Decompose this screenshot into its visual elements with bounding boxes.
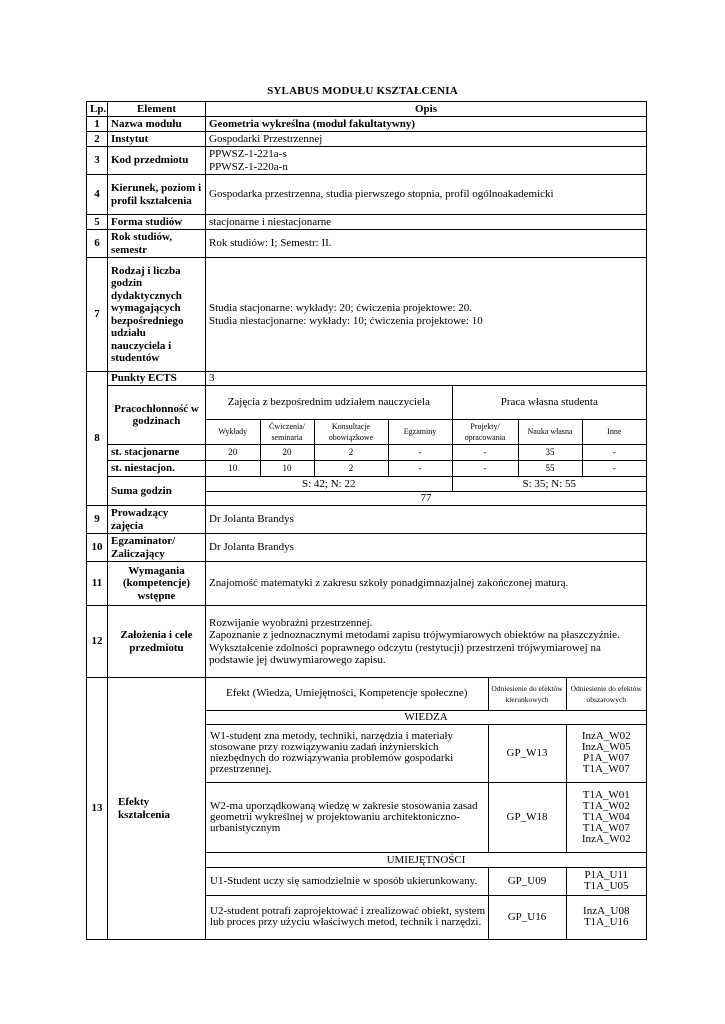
suma-label: Suma godzin [108,477,206,506]
ects-value: 3 [206,372,647,386]
row-number: 5 [87,215,108,230]
table-row [87,132,647,147]
col-cwiczenia: Ćwiczenia/ seminaria [260,419,314,444]
workload-header [206,386,647,445]
row-element: Rok studiów, semestr [108,230,206,258]
table-row [87,258,647,372]
effect-obsz [566,867,646,895]
hours-line: Studia stacjonarne: wykłady: 20; ćwiczenia projektowe: 20. [209,302,473,314]
table-row [87,175,647,215]
stacjonarne-cell: 20 [228,447,238,457]
row-number: 7 [87,258,108,372]
niestacjonarne-cell: 10 [260,461,314,476]
niestacjonarne-cell: 55 [518,461,582,476]
stacjonarne-cell: - [388,445,452,460]
suma-row [87,477,647,492]
table-row [87,562,647,606]
obsz-code: T1A_U05 [583,880,629,893]
suma-total: 77 [206,492,647,506]
effect-row [206,867,646,895]
obsz-code: InzA_W05 [581,741,631,754]
effect-text: U2-student potrafi zaprojektować i zrealizować obiekt, system lub proces przy użyciu właściwych metod, technik i narzędzi. [206,895,488,939]
umiejetnosci-header: UMIEJĘTNOŚCI [206,853,646,867]
workload-label: Pracochłonność w godzinach [108,386,206,445]
niestacjonarne-cell: 10 [228,463,238,473]
effect-obsz [566,782,646,853]
efekty-row [87,678,647,940]
effect-text: W1-student zna metody, techniki, narzędzia i materiały stosowane przy rozwiązywaniu zadań inżynierskich niezbędnych do rozwiązywania problemów gospodarki przestrzennej. [206,725,488,783]
stacjonarne-cell: 20 [260,445,314,460]
header-lp: Lp. [87,102,108,117]
col-obszarowe: Odniesienie do efektów obszarowych [566,678,646,710]
obsz-code: P1A_W07 [583,752,630,765]
obsz-code: InzA_W02 [581,730,631,743]
table-row [87,117,647,132]
suma-teacher: S: 42; N: 22 [302,477,356,490]
niestacjonarne-cell: - [388,461,452,476]
effect-text: U1-Student uczy się samodzielnie w sposób ukierunkowany. [206,867,488,895]
row-opis: Rok studiów: I; Semestr: II. [206,230,647,258]
col-effect: Efekt (Wiedza, Umiejętności, Kompetencje społeczne) [226,687,468,700]
row-number: 2 [87,132,108,147]
row-element: Nazwa modułu [108,117,206,132]
row-opis: Dr Jolanta Brandys [206,534,647,562]
table-header-row [87,102,647,117]
row-number: 1 [87,117,108,132]
col-inne: Inne [582,419,646,444]
row-opis: Dr Jolanta Brandys [206,506,647,534]
course-code: PPWSZ-1-221a-s [209,148,287,160]
effect-row [206,782,646,853]
row-opis [206,606,647,678]
obsz-code: T1A_W07 [582,822,630,835]
row-element: Wymagania (kompetencje) wstępne [108,562,206,606]
niestacjonarne-row [87,461,647,477]
row-element: Rodzaj i liczba godzin dydaktycznych wymagających bezpośredniego udziału nauczyciela i studentów [108,258,206,372]
header-element: Element [108,102,206,117]
efekty-table [206,678,647,940]
row-number: 9 [87,506,108,534]
obsz-code: T1A_W01 [582,789,630,802]
group-own-work-label: Praca własna studenta [452,386,646,419]
obsz-code: InzA_U08 [583,905,630,918]
workload-header-row [87,386,647,445]
row-opis [206,147,647,175]
row-number: 13 [87,678,108,940]
row-opis: Gospodarka przestrzenna, studia pierwszego stopnia, profil ogólnoakademicki [206,175,647,215]
col-kierunkowe: Odniesienie do efektów kierunkowych [488,678,566,710]
obsz-code: T1A_W02 [582,800,630,813]
row-element: Prowadzący zajęcia [108,506,206,534]
stacjonarne-cell: - [452,445,518,460]
table-row [87,506,647,534]
effect-text: W2-ma uporządkowaną wiedzę w zakresie stosowania zasad geometrii wykreślnej w projektowaniu architektoniczno-urbanistycznym [206,782,488,853]
row-number: 10 [87,534,108,562]
effect-kier: GP_U09 [488,867,566,895]
effect-kier: GP_W18 [488,782,566,853]
niestacjonarne-cell: - [452,461,518,476]
ects-label: Punkty ECTS [108,372,206,386]
niestacjonarne-cell: - [582,461,646,476]
niestacjonarne-cell: 2 [314,461,388,476]
header-opis: Opis [206,102,647,117]
col-wyklady: Wykłady [206,419,260,444]
effect-obsz [566,725,646,783]
col-egzaminy: Egzaminy [388,419,452,444]
row-number: 12 [87,606,108,678]
module-name: Geometria wykreślna (moduł fakultatywny) [206,117,647,132]
row-element: Instytut [108,132,206,147]
row-element: Kod przedmiotu [108,147,206,175]
row-element: Kierunek, poziom i profil kształcenia [108,175,206,215]
obsz-code: T1A_W07 [582,763,630,776]
document-title: SYLABUS MODUŁU KSZTAŁCENIA [267,85,458,97]
row-opis: stacjonarne i niestacjonarne [206,215,647,230]
obsz-code: T1A_U16 [583,916,629,929]
row-number: 6 [87,230,108,258]
niestacjonarne-label: st. niestacjon. [108,461,206,477]
table-row [87,534,647,562]
stacjonarne-row [87,445,647,461]
row-element: Egzaminator/ Zaliczający [108,534,206,562]
table-row [87,147,647,175]
suma-own-work: S: 35; N: 55 [452,477,646,491]
obsz-code: P1A_U11 [584,869,629,882]
group-teacher-label: Zajęcia z bezpośrednim udziałem nauczyciela [227,395,430,408]
effect-kier: GP_W13 [488,725,566,783]
table-row [87,230,647,258]
col-nauka: Nauka własna [518,419,582,444]
table-row [87,606,647,678]
stacjonarne-label: st. stacjonarne [108,445,206,461]
row-number: 4 [87,175,108,215]
ects-row [87,372,647,386]
row-opis [206,258,647,372]
effect-kier: GP_U16 [488,895,566,939]
row-element: Forma studiów [108,215,206,230]
goal-line: Zapoznanie z jednoznacznymi metodami zapisu trójwymiarowych obiektów na płaszczyźnie. [209,629,620,641]
stacjonarne-cell: 2 [314,445,388,460]
stacjonarne-cell: 35 [518,445,582,460]
col-konsultacje: Konsultacje obowiązkowe [314,419,388,444]
obsz-code: T1A_W04 [582,811,630,824]
row-opis: Gospodarki Przestrzennej [206,132,647,147]
hours-line: Studia niestacjonarne: wykłady: 10; ćwiczenia projektowe: 10 [209,314,483,327]
goal-line: Wykształcenie zdolności poprawnego odczytu (restytucji) przestrzeni trójwymiarowej na podstawie jej dwuwymiarowego zapisu. [209,641,601,666]
row-number: 11 [87,562,108,606]
table-row [87,215,647,230]
effect-row [206,895,646,939]
syllabus-table [86,101,647,940]
obsz-code: InzA_W02 [581,833,631,846]
stacjonarne-cell: - [582,445,646,460]
effect-obsz [566,895,646,939]
col-projekty: Projekty/ opracowania [452,419,518,444]
row-number: 3 [87,147,108,175]
row-opis: Znajomość matematyki z zakresu szkoły ponadgimnazjalnej zakończonej maturą. [206,562,647,606]
wiedza-header: WIEDZA [206,710,646,724]
goal-line: Rozwijanie wyobraźni przestrzennej. [209,616,373,629]
efekty-label: Efekty kształcenia [108,678,206,940]
row-element: Założenia i cele przedmiotu [108,606,206,678]
row-number: 8 [87,372,108,506]
effect-row [206,725,646,783]
course-code: PPWSZ-1-220a-n [209,160,288,173]
